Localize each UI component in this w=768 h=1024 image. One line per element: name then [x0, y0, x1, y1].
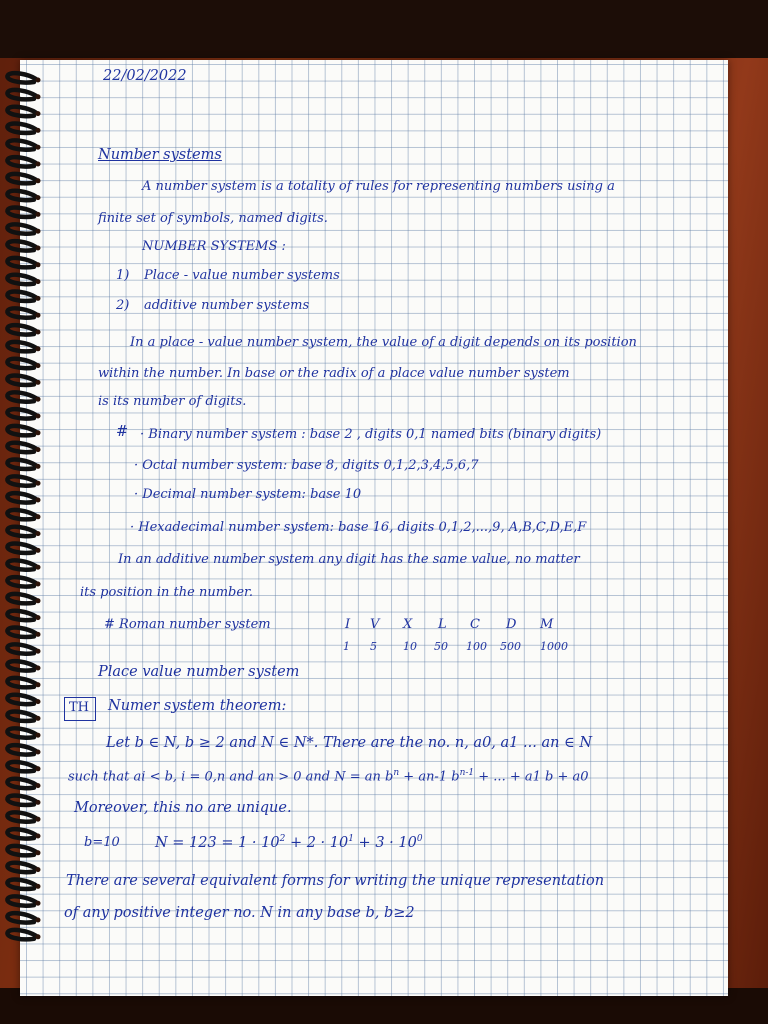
spiral-coil [7, 527, 36, 536]
hash-mark: # [116, 424, 129, 440]
spiral-hole [36, 229, 41, 234]
theorem-box-label: TH [69, 700, 90, 715]
spiral-hole [36, 565, 41, 570]
roman-value: 100 [466, 640, 487, 653]
spiral-hole [36, 498, 41, 503]
spiral-hole [36, 145, 41, 150]
place-value-heading: Place value number system [98, 664, 300, 680]
theorem-title: Numer system theorem: [108, 698, 287, 714]
example-base: b=10 [84, 835, 120, 850]
example-part-c: + 3 · 10 [353, 834, 417, 851]
spiral-coil [7, 157, 36, 166]
spiral-coil [7, 728, 36, 737]
spiral-coil [7, 376, 36, 385]
spiral-coil [7, 392, 36, 401]
spiral-coil [7, 678, 36, 687]
spiral-hole [36, 934, 41, 939]
spiral-coil [7, 241, 36, 250]
spiral-hole [36, 800, 41, 805]
spiral-hole [36, 246, 41, 251]
spiral-hole [36, 447, 41, 452]
bullet-hexadecimal: · Hexadecimal number system: base 16, digits 0,1,2,...,9, A,B,C,D,E,F [130, 520, 587, 535]
spiral-coil [7, 880, 36, 889]
example-part-a: N = 123 = 1 · 10 [155, 834, 280, 851]
spiral-coil [7, 745, 36, 754]
spiral-hole [36, 162, 41, 167]
spiral-hole [36, 649, 41, 654]
spiral-coil [7, 930, 36, 939]
spiral-coil [7, 460, 36, 469]
spiral-hole [36, 682, 41, 687]
spiral-hole [36, 94, 41, 99]
roman-label: # Roman number system [104, 617, 271, 632]
final-line-1: There are several equivalent forms for writing the unique representation [66, 873, 605, 889]
spiral-hole [36, 330, 41, 335]
spiral-hole [36, 279, 41, 284]
spiral-coil [7, 359, 36, 368]
spiral-hole [36, 212, 41, 217]
spiral-coil [7, 258, 36, 267]
place-value-line-2: within the number. In base or the radix of a place value number system [98, 366, 570, 381]
spiral-coil [7, 913, 36, 922]
spiral-hole [36, 430, 41, 435]
spiral-hole [36, 313, 41, 318]
spiral-hole [36, 548, 41, 553]
list-number-1: 1) [116, 268, 130, 283]
spiral-hole [36, 582, 41, 587]
spiral-coil [7, 560, 36, 569]
spiral-hole [36, 884, 41, 889]
roman-symbol: I [345, 617, 351, 632]
spiral-coil [7, 191, 36, 200]
spiral-hole [36, 296, 41, 301]
spiral-hole [36, 817, 41, 822]
spiral-hole [36, 598, 41, 603]
list-item-additive: additive number systems [144, 298, 310, 313]
theorem-line-2-part-b: + an-1 b [399, 769, 460, 785]
roman-symbol: D [506, 617, 517, 632]
list-item-place-value: Place - value number systems [144, 268, 340, 283]
example-expansion [155, 834, 423, 851]
theorem-line-2 [68, 768, 589, 784]
spiral-coil [7, 644, 36, 653]
spiral-hole [36, 464, 41, 469]
spiral-coil [7, 208, 36, 217]
roman-symbol: C [470, 617, 480, 632]
theorem-line-1: Let b ∈ N, b ≥ 2 and N ∈ N*. There are the no. n, a0, a1 ... an ∈ N [106, 735, 593, 751]
spiral-coil [7, 275, 36, 284]
spiral-coil [7, 661, 36, 670]
spiral-hole [36, 783, 41, 788]
heading-number-systems: NUMBER SYSTEMS : [142, 239, 286, 254]
spiral-coil [7, 846, 36, 855]
spiral-coil [7, 695, 36, 704]
roman-value: 5 [370, 640, 377, 653]
spiral-coil [7, 426, 36, 435]
spiral-hole [36, 262, 41, 267]
example-exponent-0: 0 [416, 834, 423, 844]
example-exponent-2: 2 [279, 834, 286, 844]
spiral-coil [7, 409, 36, 418]
spiral-coil [7, 493, 36, 502]
spiral-hole [36, 918, 41, 923]
spiral-coil [7, 140, 36, 149]
spiral-hole [36, 699, 41, 704]
spiral-coil [7, 224, 36, 233]
spiral-coil [7, 779, 36, 788]
spiral-coil [7, 762, 36, 771]
spiral-hole [36, 750, 41, 755]
spiral-hole [36, 615, 41, 620]
final-line-2: of any positive integer no. N in any base b, b≥2 [64, 905, 415, 921]
spiral-hole [36, 666, 41, 671]
roman-symbol: L [438, 617, 447, 632]
spiral-coil [7, 594, 36, 603]
spiral-coil [7, 577, 36, 586]
roman-value: 500 [500, 640, 521, 653]
place-value-line-1: In a place - value number system, the value of a digit depends on its position [130, 335, 637, 350]
spiral-hole [36, 128, 41, 133]
theorem-line-2-part-c: + ... + a1 b + a0 [474, 769, 589, 785]
spiral-coil [7, 829, 36, 838]
spiral-hole [36, 346, 41, 351]
theorem-exponent-n-1: n-1 [459, 768, 475, 778]
spiral-coil [7, 90, 36, 99]
roman-symbol: X [403, 617, 413, 632]
spiral-coil [7, 443, 36, 452]
example-exponent-1: 1 [348, 834, 354, 844]
intro-line-1: A number system is a totality of rules for representing numbers using a [142, 179, 615, 194]
bullet-decimal: · Decimal number system: base 10 [134, 487, 362, 502]
spiral-coil [7, 812, 36, 821]
spiral-hole [36, 901, 41, 906]
spiral-hole [36, 78, 41, 83]
spiral-hole [36, 380, 41, 385]
spiral-hole [36, 834, 41, 839]
note-title: Number systems [98, 147, 222, 163]
spiral-coil [7, 308, 36, 317]
spiral-hole [36, 481, 41, 486]
roman-value: 1 [343, 640, 350, 653]
spiral-coil [7, 712, 36, 721]
spiral-coil [7, 544, 36, 553]
example-part-b: + 2 · 10 [285, 834, 349, 851]
roman-value: 1000 [540, 640, 568, 653]
spiral-hole [36, 867, 41, 872]
note-date: 22/02/2022 [103, 68, 187, 84]
spiral-coil [7, 342, 36, 351]
spiral-hole [36, 397, 41, 402]
spiral-coil [7, 796, 36, 805]
spiral-coil [7, 628, 36, 637]
intro-line-2: finite set of symbols, named digits. [98, 211, 328, 226]
spiral-hole [36, 733, 41, 738]
place-value-line-3: is its number of digits. [98, 394, 247, 409]
spiral-coil [7, 73, 36, 82]
spiral-coil [7, 174, 36, 183]
spiral-coil [7, 896, 36, 905]
roman-symbol: M [540, 617, 554, 632]
theorem-line-2-part-a: such that ai < b, i = 0,n and an > 0 and N = an b [68, 769, 394, 785]
additive-line-2: its position in the number. [80, 585, 253, 600]
roman-value: 10 [403, 640, 417, 653]
spiral-hole [36, 195, 41, 200]
spiral-coil [7, 325, 36, 334]
spiral-hole [36, 363, 41, 368]
spiral-hole [36, 111, 41, 116]
spiral-hole [36, 850, 41, 855]
spiral-hole [36, 716, 41, 721]
spiral-hole [36, 531, 41, 536]
spiral-binding-icon [0, 66, 44, 946]
spiral-coil [7, 611, 36, 620]
spiral-hole [36, 178, 41, 183]
spiral-hole [36, 632, 41, 637]
roman-symbol: V [370, 617, 380, 632]
spiral-hole [36, 414, 41, 419]
spiral-coil [7, 124, 36, 133]
theorem-line-3: Moreover, this no are unique. [74, 800, 292, 816]
bullet-octal: · Octal number system: base 8, digits 0,1,2,3,4,5,6,7 [134, 458, 479, 473]
spiral-coil [7, 510, 36, 519]
spiral-hole [36, 514, 41, 519]
spiral-coil [7, 863, 36, 872]
spiral-coil [7, 107, 36, 116]
additive-line-1: In an additive number system any digit has the same value, no matter [118, 552, 580, 567]
spiral-coil [7, 476, 36, 485]
roman-value: 50 [434, 640, 448, 653]
desk-shadow-top [0, 0, 768, 58]
list-number-2: 2) [116, 298, 130, 313]
theorem-exponent-n: n [393, 768, 400, 778]
spiral-hole [36, 766, 41, 771]
bullet-binary: · Binary number system : base 2 , digits 0,1 named bits (binary digits) [140, 427, 602, 442]
spiral-coil [7, 292, 36, 301]
